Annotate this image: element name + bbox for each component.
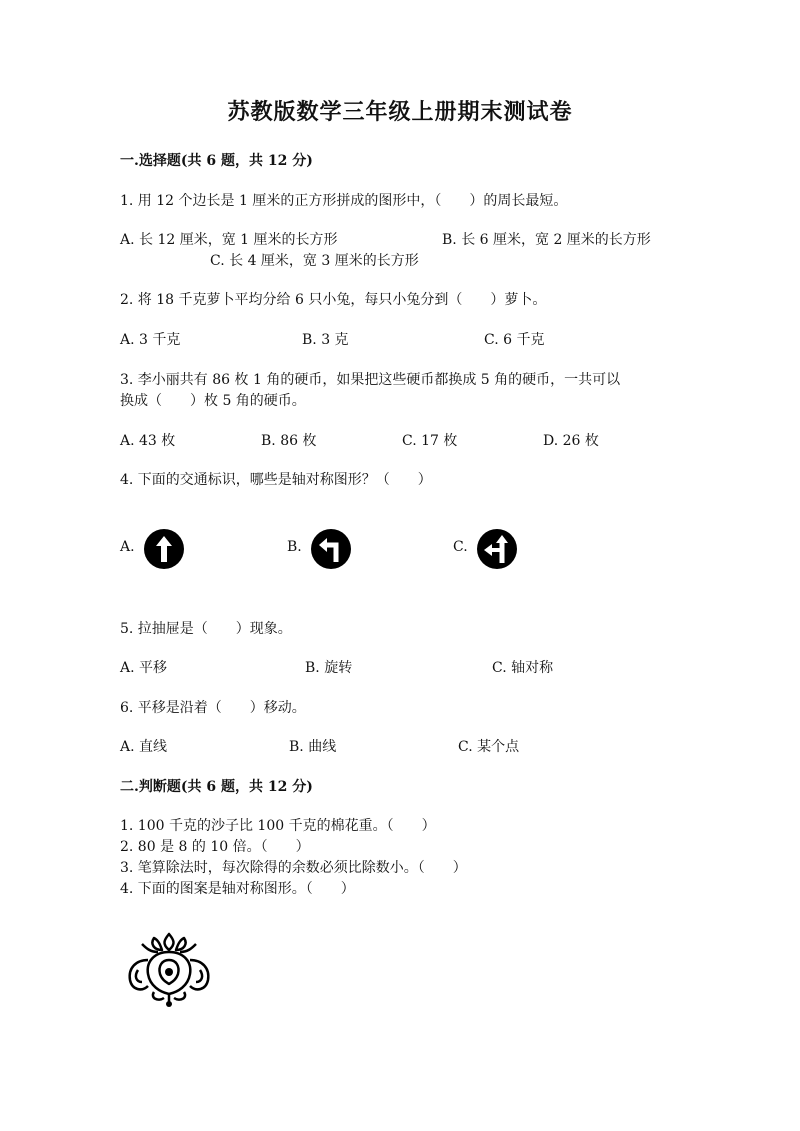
q3-option-d: D. 26 枚 — [543, 433, 599, 449]
q6-option-b: B. 曲线 — [289, 739, 337, 755]
arrow-up-sign-icon — [143, 528, 185, 570]
q2-option-c: C. 6 千克 — [484, 332, 545, 348]
question-5: 5. 拉抽屉是（ ）现象。 — [120, 621, 292, 637]
judgment-item-4: 4. 下面的图案是轴对称图形。（ ） — [120, 881, 355, 897]
q6-option-c: C. 某个点 — [458, 739, 520, 755]
question-1: 1. 用 12 个边长是 1 厘米的正方形拼成的图形中，（ ）的周长最短。 — [120, 193, 568, 209]
q3-option-c: C. 17 枚 — [402, 433, 458, 449]
left-or-up-sign-icon — [476, 528, 518, 570]
q6-option-a: A. 直线 — [120, 739, 168, 755]
q1-option-a: A. 长 12 厘米，宽 1 厘米的长方形 — [120, 232, 338, 248]
q4-option-c-label: C. — [453, 539, 468, 555]
question-4: 4. 下面的交通标识，哪些是轴对称图形？（ ） — [120, 472, 432, 488]
q4-option-a-label: A. — [120, 539, 135, 555]
q2-option-b: B. 3 克 — [302, 332, 349, 348]
q3-option-b: B. 86 枚 — [261, 433, 317, 449]
q5-option-a: A. 平移 — [120, 660, 168, 676]
judgment-item-1: 1. 100 千克的沙子比 100 千克的棉花重。（ ） — [120, 818, 436, 834]
q5-option-b: B. 旋转 — [305, 660, 353, 676]
q3-option-a: A. 43 枚 — [120, 433, 176, 449]
q5-option-c: C. 轴对称 — [492, 660, 554, 676]
question-3-line-2: 换成（ ）枚 5 角的硬币。 — [120, 393, 306, 409]
question-2: 2. 将 18 千克萝卜平均分给 6 只小兔，每只小兔分到（ ）萝卜。 — [120, 292, 547, 308]
flower-pattern-icon — [124, 930, 214, 1008]
q1-option-c: C. 长 4 厘米，宽 3 厘米的长方形 — [210, 253, 419, 269]
section-heading-judgment: 二.判断题(共 6 题，共 12 分) — [120, 779, 313, 795]
turn-left-sign-icon — [310, 528, 352, 570]
judgment-item-2: 2. 80 是 8 的 10 倍。（ ） — [120, 839, 310, 855]
q2-option-a: A. 3 千克 — [120, 332, 181, 348]
q1-option-b: B. 长 6 厘米，宽 2 厘米的长方形 — [442, 232, 651, 248]
question-3-line-1: 3. 李小丽共有 86 枚 1 角的硬币，如果把这些硬币都换成 5 角的硬币，一共可以 — [120, 372, 621, 388]
judgment-item-3: 3. 笔算除法时，每次除得的余数必须比除数小。（ ） — [120, 860, 467, 876]
page-title: 苏教版数学三年级上册期末测试卷 — [227, 99, 573, 125]
section-heading-choice: 一.选择题(共 6 题，共 12 分) — [120, 153, 313, 169]
question-6: 6. 平移是沿着（ ）移动。 — [120, 700, 306, 716]
q4-option-b-label: B. — [287, 539, 302, 555]
